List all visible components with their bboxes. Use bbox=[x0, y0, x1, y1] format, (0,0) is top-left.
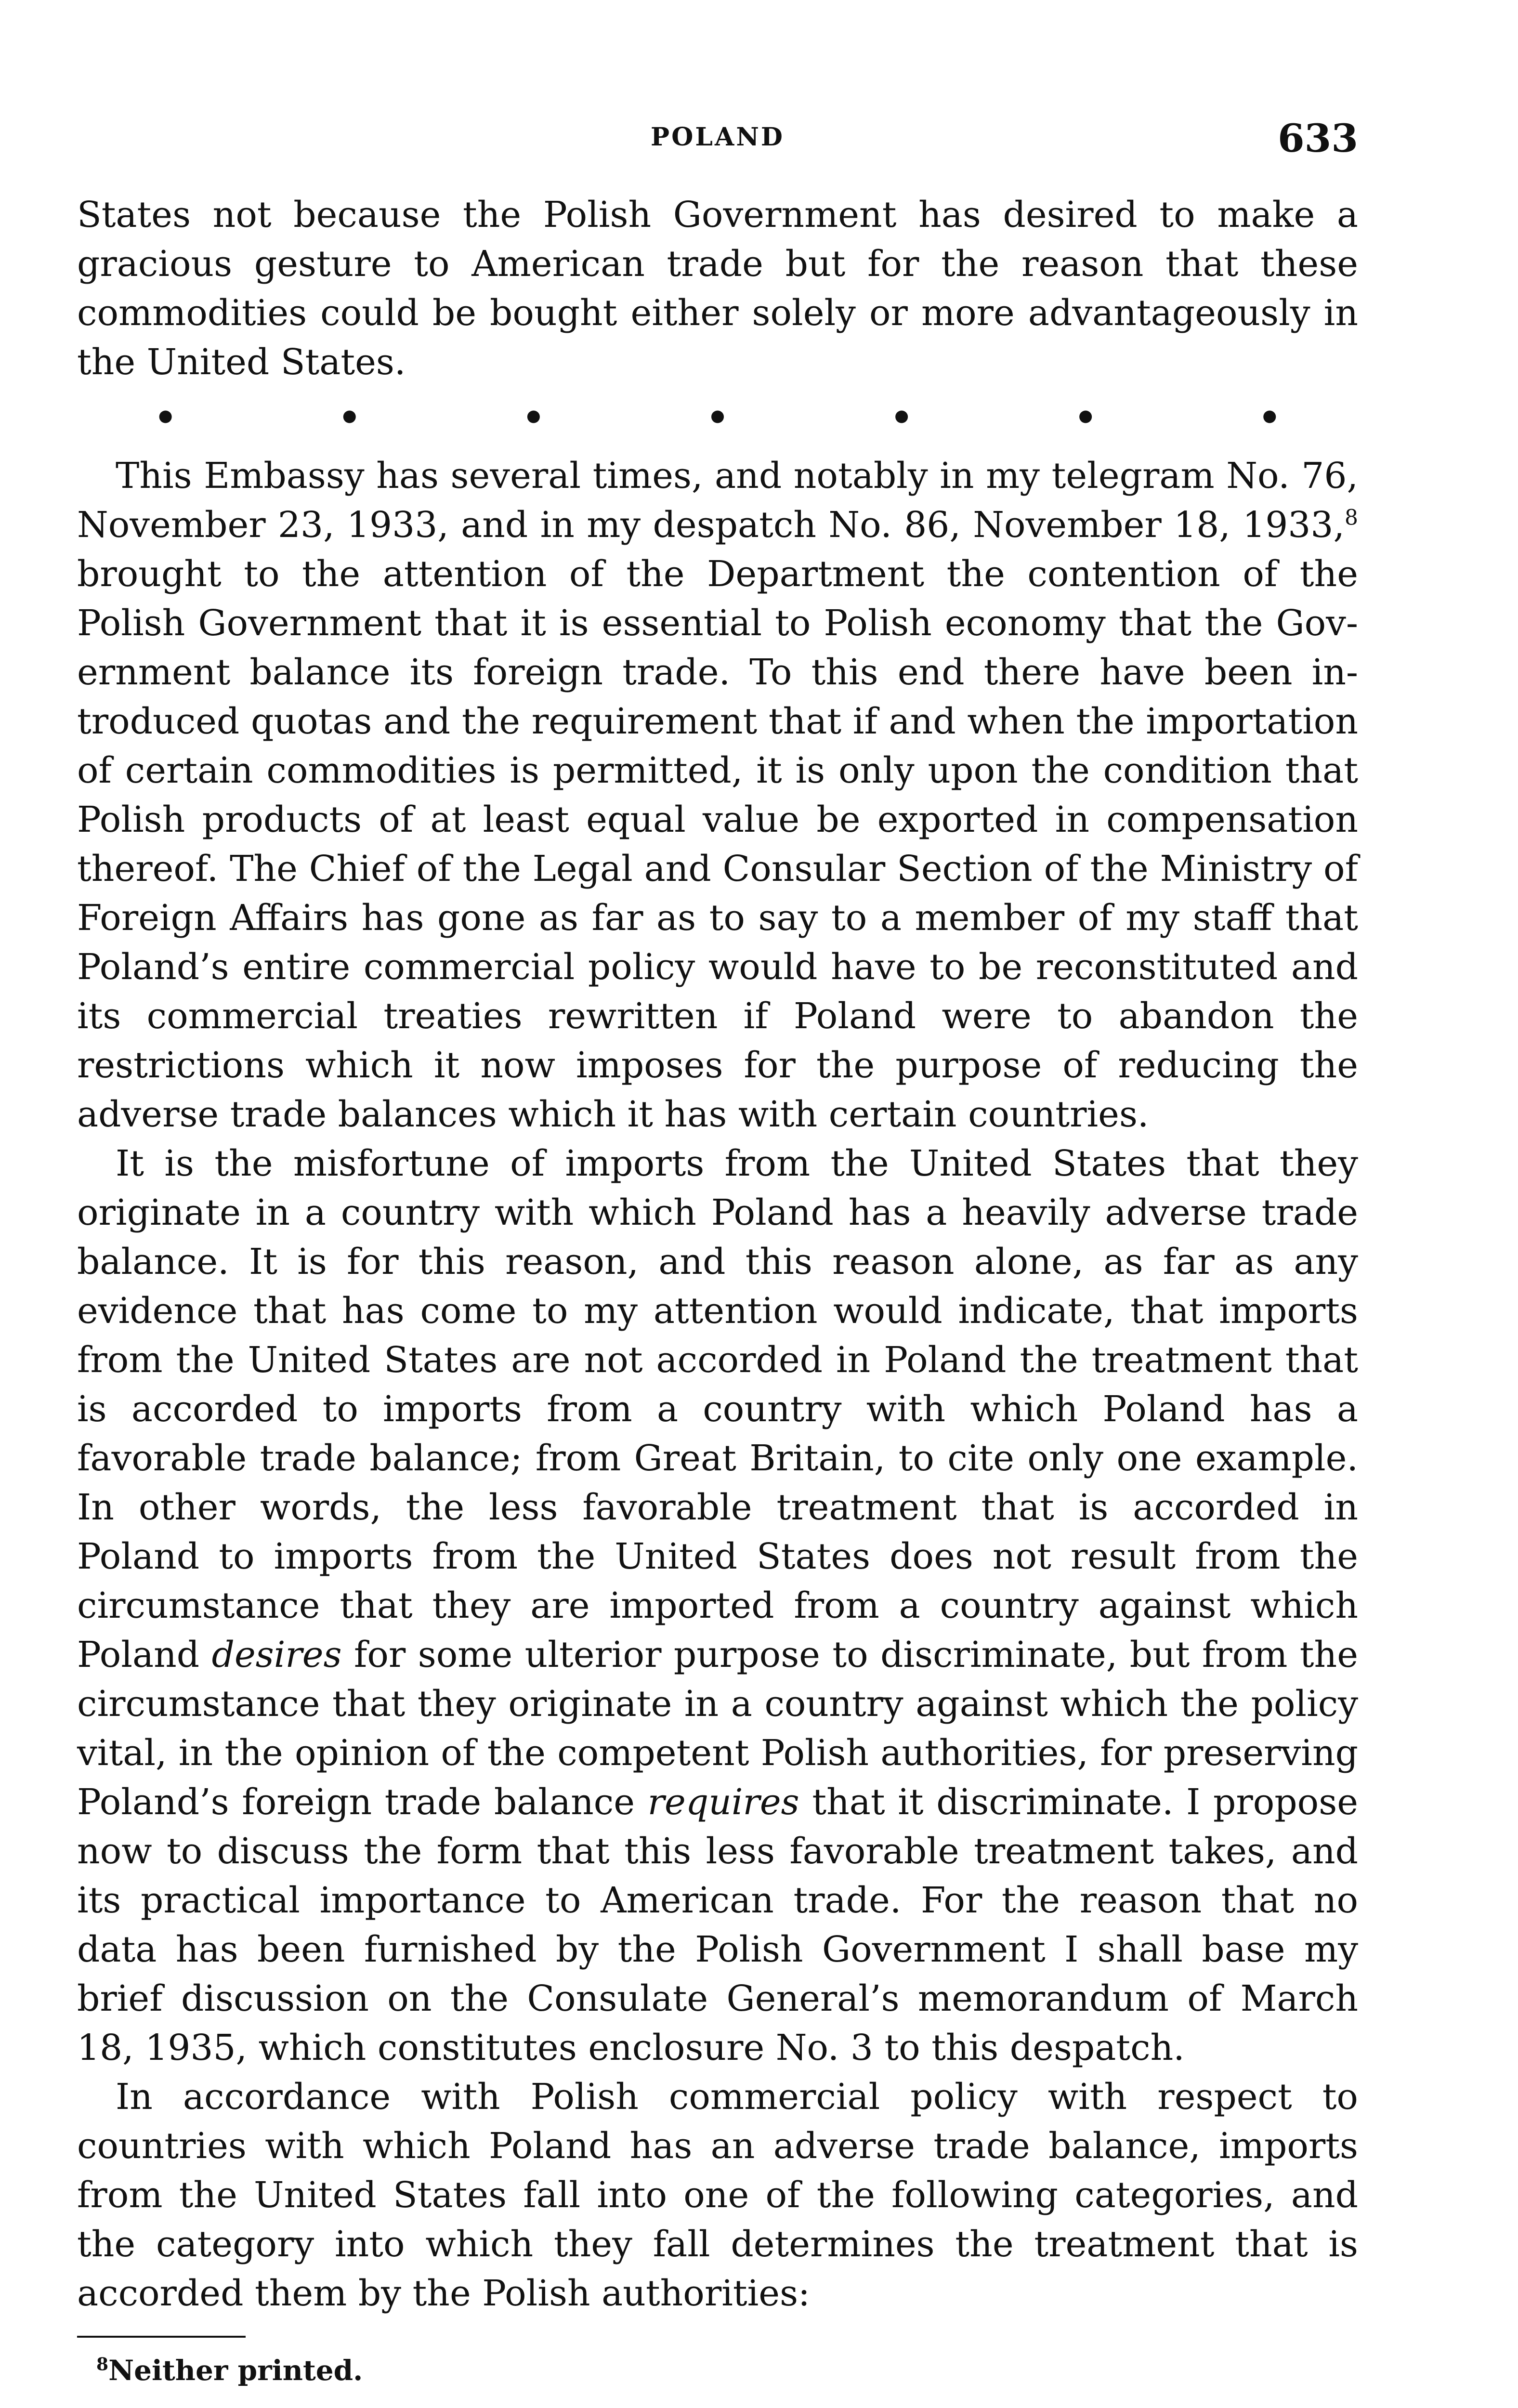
paragraph-text: brought to the attention of the Department the contention of the Polish Government that it is essential to Polish economy that the Government balance its foreign trade. To this end there have been introduced quotas and the requirement that if and when the importation of certain commodities is permitted, it is only upon the condition that Polish products of at least equal value be exported in compensation thereof. The Chief of the Legal and Consular Section of the Ministry of Foreign Affairs has gone as far as to say to a member of my staff that Poland’s entire commercial policy would have to be reconstituted and its commercial treaties rewritten if Poland were to abandon the restrictions which it now imposes for the purpose of reducing the adverse trade balances which it has with certain countries. bbox=[77, 553, 1358, 1135]
italic-emphasis: requires bbox=[647, 1781, 799, 1823]
omission-ellipsis bbox=[77, 387, 1358, 451]
footnote-marker: 8 bbox=[96, 2354, 109, 2375]
paragraph-text: for some ulterior purpose to discriminate, but from the circumstance that they originate in a country against which the policy vital, in the opinion of the competent Polish authorities, for preserving Poland’s foreign trade balance bbox=[77, 1634, 1358, 1823]
paragraph-embassy bbox=[77, 451, 1358, 1139]
ellipsis-dot: • bbox=[706, 397, 729, 439]
footnote-divider bbox=[77, 2336, 246, 2338]
ellipsis-dot: • bbox=[890, 397, 913, 439]
ellipsis-dot: • bbox=[154, 397, 177, 439]
running-head: POLAND bbox=[651, 122, 785, 152]
paragraph-continued: States not because the Polish Government has desired to make a gracious gesture to American trade but for the reason that these commodities could be bought either solely or more advantageously in the United States. bbox=[77, 194, 1358, 383]
paragraph-text: This Embassy has several times, and notably in my telegram No. 76, November 23, 1933, and in my despatch No. 86, November 18, 1933, bbox=[77, 455, 1358, 546]
ellipsis-dot: • bbox=[1074, 397, 1097, 439]
footnote-8 bbox=[96, 2352, 655, 2389]
ellipsis-dot: • bbox=[338, 397, 361, 439]
footnote-text: Neither printed. bbox=[108, 2354, 363, 2387]
paragraph-misfortune bbox=[77, 1139, 1358, 2072]
footnotes bbox=[77, 2336, 655, 2408]
footnote-reference[interactable]: 8 bbox=[1345, 505, 1358, 530]
paragraph-text: It is the misfortune of imports from the United States that they originate in a country with which Poland has a heavily adverse trade balance. It is for this reason, and this reason alone, as far as any evidence that has come to my attention would indicate, that imports from the United States are not accorded in Poland the treatment that is accorded to imports from a country with which Poland has a favorable trade balance; from Great Britain, to cite only one example. In other words, the less favorable treatment that is accorded in Poland to imports from the United States does not result from the circumstance that they are imported from a country against which Poland bbox=[77, 1143, 1358, 1675]
ellipsis-dot: • bbox=[522, 397, 545, 439]
paragraph-text: that it discriminate. I propose now to discuss the form that this less favorable treatment takes, and its practical importance to American trade. For the reason that no data has been furnished by the Polish Government I shall base my brief discussion on the Consulate General’s memorandum of March 18, 1935, which constitutes enclosure No. 3 to this despatch. bbox=[77, 1781, 1358, 2068]
paragraph-categories: In accordance with Polish commercial policy with respect to countries with which Poland has an adverse trade balance, imports from the United States fall into one of the following categories, and the category into which they fall determines the treatment that is accorded them by the Polish authorities: bbox=[77, 2076, 1358, 2314]
ellipsis-dot: • bbox=[1258, 397, 1281, 439]
page-number: 633 bbox=[1278, 116, 1358, 161]
page-header bbox=[77, 116, 1358, 169]
italic-emphasis: desires bbox=[211, 1634, 342, 1675]
body-text bbox=[77, 190, 1358, 2318]
